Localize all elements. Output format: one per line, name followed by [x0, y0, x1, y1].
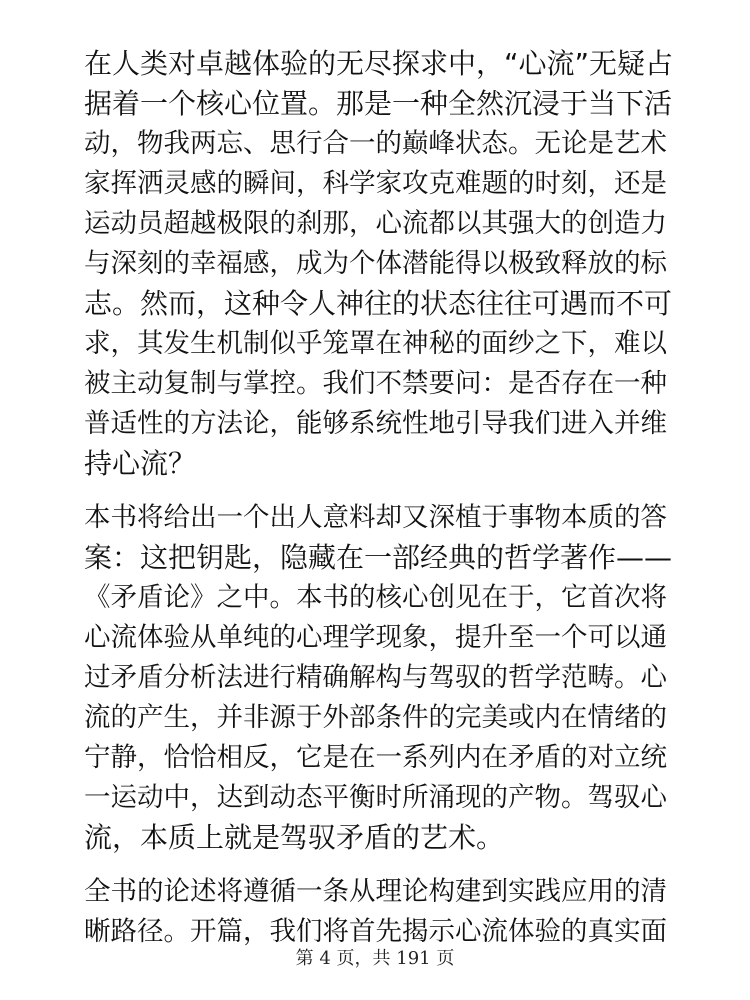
body-text: [84, 44, 676, 952]
text-line: 案：这把钥匙，隐藏在一部经典的哲学著作——: [84, 541, 673, 574]
text-line: 宁静，恰恰相反，它是在一系列内在矛盾的对立统: [84, 742, 667, 773]
text-line: 求，其发生机制似乎笼罩在神秘的面纱之下，难以: [84, 328, 667, 359]
text-line: 全书的论述将遵循一条从理论构建到实践应用的清: [84, 876, 667, 907]
text-line: 流的产生，并非源于外部条件的完美或内在情绪的: [84, 702, 667, 733]
text-line: 据着一个核心位置。那是一种全然沉浸于当下活: [84, 87, 673, 120]
text-line: 家挥洒灵感的瞬间，科学家攻克难题的时刻，还是: [84, 168, 667, 199]
text-line: 运动员超越极限的刹那，心流都以其强大的创造力: [84, 208, 667, 239]
paragraph-gap: [84, 858, 676, 872]
paragraph: [84, 872, 676, 952]
text-line: 过矛盾分析法进行精确解构与驾驭的哲学范畴。心: [84, 662, 667, 693]
paragraph: [84, 498, 676, 858]
text-line: 心流体验从单纯的心理学现象，提升至一个可以通: [84, 622, 667, 653]
text-line: 与深刻的幸福感，成为个体潜能得以极致释放的标: [84, 248, 667, 279]
paragraph-gap: [84, 484, 676, 498]
text-line: 在人类对卓越体验的无尽探求中，“心流”无疑占: [84, 47, 674, 80]
text-line: 晰路径。开篇，我们将首先揭示心流体验的真实面: [84, 916, 667, 947]
text-line: 本书将给出一个出人意料却又深植于事物本质的答: [84, 502, 667, 533]
text-line: 动，物我两忘、思行合一的巅峰状态。无论是艺术: [84, 128, 667, 159]
text-line: 流，本质上就是驾驭矛盾的艺术。: [84, 821, 505, 854]
text-line: 持心流？: [84, 447, 197, 480]
page-footer: 第 4 页，共 191 页: [295, 948, 455, 969]
text-line: 《矛盾论》之中。本书的核心创见在于，它首次将: [84, 582, 667, 613]
text-line: 被主动复制与掌控。我们不禁要问：是否存在一种: [84, 368, 667, 399]
paragraph: [84, 44, 676, 484]
text-line: 一运动中，达到动态平衡时所涌现的产物。驾驭心: [84, 782, 667, 813]
text-line: 普适性的方法论，能够系统性地引导我们进入并维: [84, 408, 667, 439]
text-line: 志。然而，这种令人神往的状态往往可遇而不可: [84, 287, 673, 320]
